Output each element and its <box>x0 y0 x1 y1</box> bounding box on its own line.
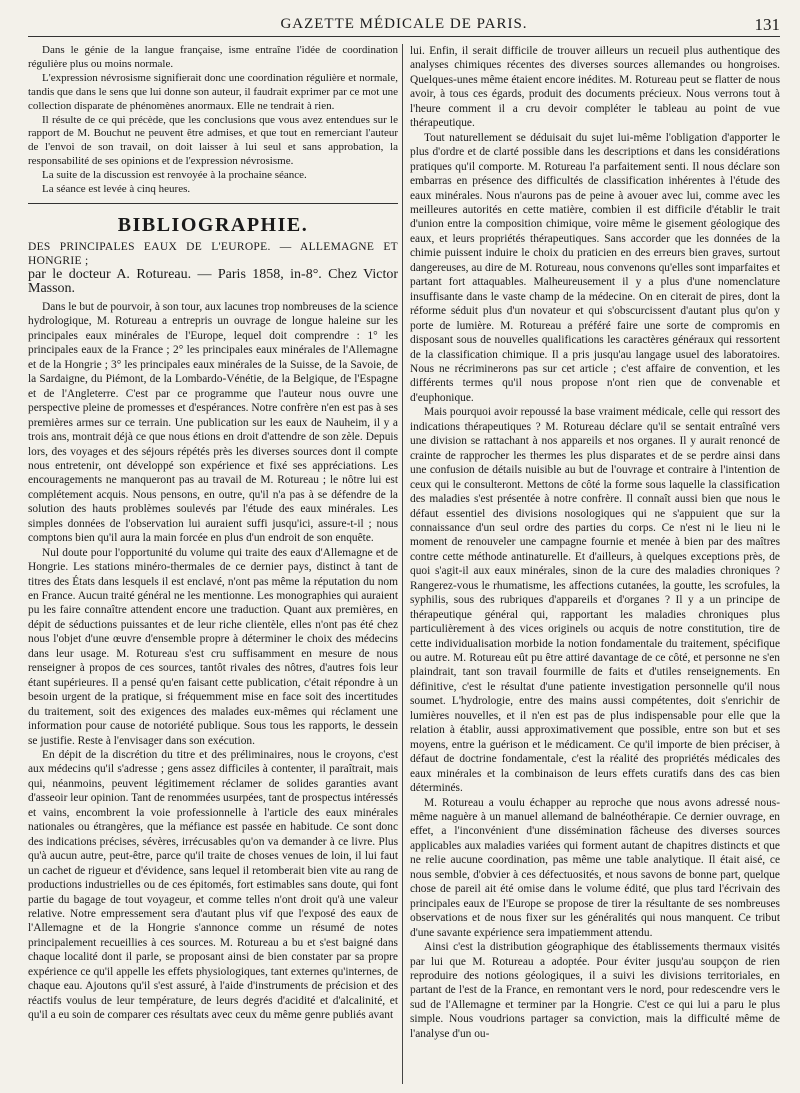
journal-title: GAZETTE MÉDICALE DE PARIS. <box>280 16 528 32</box>
paragraph: Tout naturellement se déduisait du sujet lui-même l'obligation d'apporter le plus d'ordre et de clarté possible dans les descriptions et dans les considérations pratiques qu'il comporte. M. Rotureau l'a parfaitement senti. Il nous déclare son embarras en présence des difficultés de classification inhérentes à l'étude des eaux minérales. Nous n'aurons pas de peine à avouer avec lui, comme avec les meilleures autorités en cette matière, combien il est difficile d'établir le trait d'union entre la composition chimique, voire même le gisement géologique des eaux, et leurs propriétés thérapeutiques. Sans accorder que les données de la chimie puissent induire le choix du praticien en des erreurs bien graves, surtout dangereuses, au dire de M. Rotureau, nous convenons qu'elles sont imparfaites et partant fort attaquables. Malheureusement il y a plus d'une nomenclature insuffisante dans le vaste champ de la médecine. On en citerait de pires, dont la réforme séduit plus d'un novateur et qui s'obscurcissent d'autant plus qu'on y porte de lumière. M. Rotureau a préféré faire une sorte de compromis en disposant sous de nouvelles qualifications les caractères généraux qui ressortent de la classification chimique. Il a pris jusqu'au langage usuel des laboratoires. Nous ne récriminerons pas sur cet article ; c'est affaire de convention, et les différents termes qu'il nous propose n'ont rien que de convenable et d'euphonique. <box>410 131 780 404</box>
paragraph: Ainsi c'est la distribution géographique des établissements thermaux visités par lui que M. Rotureau a adoptée. Pour éviter jusqu'au soupçon de rien reproduire des notions géologiques, il a suivi les divisions territoriales, en partant de l'est de la France, en remontant vers le nord, pour redescendre vers le sud de l'Allemagne et terminer par la Hongrie. C'est ce qui lui a paru le plus simple. Nous voudrions partager sa conviction, mais la difficulté même de l'analyse d'un ou- <box>410 941 780 1040</box>
section-title: BIBLIOGRAPHIE. <box>117 213 309 236</box>
paragraph: lui. Enfin, il serait difficile de trouver ailleurs un recueil plus authentique des analyses chimiques récentes des diverses sources allemandes ou hongroises. Quelques-unes même étaient encore inédites. M. Rotureau peut se flatter de nous avoir, à tous ces égards, produit des documents précieux. Nous verrons tout à l'heure comment il a cru devoir compléter le tableau au point de vue thérapeutique. <box>410 45 780 130</box>
section-divider <box>28 203 398 204</box>
paragraph: M. Rotureau a voulu échapper au reproche que nous avons adressé nous-même naguère à un manuel allemand de balnéothérapie. Ce dernier ouvrage, en effet, a l'inconvénient d'une dissémination fâcheuse des diverses sources applicables aux maladies variées qui forment autant de chapitres distincts et que ne relie aucune coordination, pas même une table analytique. Il était aisé, ce nous semble, d'obvier à ces défectuosités, et nous savons de bonne part, quelque chose de pareil ait été omise dans le volume édité, que plus tard l'écrivain des principales eaux de l'Europe se propose de tirer la résultante de ses nombreuses observations et de nous fixer sur les généralités qui nous manquent. Ce tribut d'une savante expérience sera impatiemment attendu. <box>410 796 780 939</box>
paragraph: La séance est levée à cinq heures. <box>42 183 191 196</box>
page-number: 131 <box>754 15 780 34</box>
left-column <box>28 44 398 1084</box>
paragraph: L'expression névrosisme signifierait donc une coordination régulière et normale, tandis que dans le sens que lui donne son auteur, il faudrait exprimer par ce mot une collection disparate de phénomènes anormaux. Elle ne tendrait à rien. <box>28 71 398 112</box>
column-rule <box>402 44 403 1084</box>
paragraph: Nul doute pour l'opportunité du volume qui traite des eaux d'Allemagne et de Hongrie. Les stations minéro-thermales de ce dernier pays, distinct à tant de titres des États dans lesquels il est enclavé, n'ont pas même la réputation du nom en France. Aucun traité général ne les mentionne. Les monographies qui auraient pu les faire connaître attendent encore une traduction. Quant aux premières, en dépit de séductions puissantes et de leur riche clientèle, elles n'ont pas été chez nous l'objet d'une œuvre d'ensemble propre à déterminer le choix des médecins dans leur usage. M. Rotureau s'est cru suffisamment en mesure de nous renseigner à propos de ces sources, tantôt rivales des nôtres, d'autres fois leur étant supérieures. Il a pensé qu'en faisant cette publication, c'était répondre à un besoin urgent de la pratique, si fréquemment mise en face soit des incertitudes du traitement, soit des exigences des malades eux-mêmes qui réclament une information pour cause de notoriété publique. Sous tous les rapports, le dessein se justifie. Reste à l'envisager dans son exécution. <box>28 546 398 747</box>
book-title: DES PRINCIPALES EAUX DE L'EUROPE. — ALLEMAGNE ET HONGRIE ; <box>28 240 398 267</box>
paragraph: En dépit de la discrétion du titre et des préliminaires, nous le croyons, c'est aux médecins qu'il s'adresse ; gens assez difficiles à contenter, il paraîtrait, mais qui, néanmoins, peuvent légitimement réclamer de solides garanties avant d'asseoir leur opinion. Tant de renommées usurpées, tant de prospectus intéressés et vains, encombrent la voie professionnelle à l'article des eaux minérales nationales ou étrangères, que la méfiance est passée en habitude. Ce sont donc des indications précises, sévères, irrécusables qu'on va demander à ce livre. Plus qu'à aucun autre, peut-être, parce qu'il traite de choses venues de loin, il lui faut un cachet de rigueur et d'évidence, sans lequel il retomberait bien vite au rang de productions industrielles ou de ces épitomés, fort estimables sans doute, qui font partie du bagage de tout voyageur, et comme telles n'ont droit qu'à une valeur relative. Notre empressement sera d'autant plus vif que l'exposé des eaux de l'Allemagne et de la Hongrie s'annonce comme un résumé de notes principalement recueillies à ces sources. M. Rotureau a bu et s'est baigné dans chaque localité dont il parle, se proposant ainsi de bien constater par sa propre expérience ce qu'il appelle les effets physiologiques, tant externes qu'internes, de chaque eau. Ajoutons qu'il s'est assuré, à l'aide d'instruments de précision et des réactifs voulus de leur température, de leurs degrés d'acidité et d'alcalinité, et qu'il a eu soin de comparer ces résultats avec ceux du même genre publiés avant <box>28 749 398 1022</box>
book-author-publisher: par le docteur A. Rotureau. — Paris 1858, in-8°. Chez Victor Masson. <box>28 266 398 296</box>
paragraph: Dans le but de pourvoir, à son tour, aux lacunes trop nombreuses de la science hydrologique, M. Rotureau a entrepris un ouvrage de longue haleine sur les principales eaux minérales de l'Europe, lequel doit comprendre : 1° les principales eaux de la France ; 2° les principales eaux minérales de l'Allemagne et de la Hongrie ; 3° les principales eaux minérales de la Suisse, de la Savoie, de la Sardaigne, du Piémont, de la Lombardo-Vénétie, de la Belgique, de l'Espagne et de l'Angleterre. C'est par ce programme que l'auteur nous ouvre une perspective pleine de promesses et d'espérances. Notre confrère n'en est pas à ses premières armes sur ce terrain. Une publication sur les eaux de Nauheim, il y a trois ans, montrait déjà ce que nous étions en droit d'attendre de son zèle. Depuis lors, des voyages et des séjours répétés près les diverses sources dont il compte nous entretenir, ont développé son expérience et fixé ses appréciations. Les encouragements ne manqueront pas au travail de M. Rotureau ; le nôtre lui est complétement acquis. Nous pensons, en outre, qu'il n'a pas à se défendre de la solution des hauts problèmes soulevés par l'étude des eaux minérales. Les simples données de l'observation lui auraient suffi jusqu'ici, assure-t-il ; nous comptons bien qu'il aura la main forcée en plus d'un endroit de son enquête. <box>28 300 398 545</box>
paragraph: Dans le génie de la langue française, isme entraîne l'idée de coordination régulière plus ou moins normale. <box>28 44 398 70</box>
paragraph: Il résulte de ce qui précède, que les conclusions que vous avez entendues sur le rapport de M. Bouchut ne peuvent être admises, et que tout en remerciant l'auteur de l'envoi de son travail, on doit laisser à lui seul et sans approbation, la responsabilité de ses opinions et de l'expression névrosisme. <box>28 113 398 168</box>
right-column <box>410 44 780 1084</box>
book-reference <box>28 240 398 296</box>
page-header <box>28 14 780 37</box>
paragraph: La suite de la discussion est renvoyée à la prochaine séance. <box>42 169 307 182</box>
paragraph: Mais pourquoi avoir repoussé la base vraiment médicale, celle qui ressort des indications thérapeutiques ? M. Rotureau déclare qu'il se sentait entraîné vers une division se rattachant à nos appareils et nos organes. Il y aurait renoncé de crainte de rapprocher les thermes les plus disparates et de se perdre ainsi dans une confusion de détails nuisible au but de l'ouvrage et contraire à l'intention de ceux qui le consulteront. Mettons de côté la forme sous laquelle la classification des maladies s'est présentée à notre confrère. Il connaît aussi bien que nous le défaut essentiel des divisions nosologiques qui ne s'appuient que sur la connaissance d'un seul ordre des parties du corps. Ce n'est ni le lieu ni le moment de renouveler une campagne fournie et menée à bien par des maîtres contre cette méthode antinaturelle. Et d'ailleurs, à quelques exceptions près, de quoi s'agit-il aux eaux minérales, sinon de la cure des maladies chroniques ? Rangerez-vous le rhumatisme, les affections cutanées, la goutte, les scrofules, la syphilis, sous des rubriques d'appareils et d'organes ? Il y a un principe de thérapeutique général qui, rapportant les maladies chroniques plus particulièrement à des vices originels ou acquis de notre constitution, tire de cette individualisation morbide la notion fondamentale du traitement, spécifique ou autre. M. Rotureau eût pu être attiré davantage de ce côté, et personne ne s'en plaindrait, tant son travail fourmille de faits et d'utiles renseignements. En définitive, c'est le résultat d'une patiente investigation personnelle qu'il nous soumet. L'hydrologie, entre des mains aussi compétentes, doit s'enrichir de lumières nouvelles, et il n'en est pas de plus indispensable pour elle que la relation à établir, aussi approximativement que possible, entre son but et ses moyens, entre la guérison et le médicament. Ce qu'il importe de bien préciser, à défaut de doctrine fondamentale, c'est la réalité des propriétés médicales des eaux minérales et la combinaison de leurs effets curatifs dans des cas bien déterminés. <box>410 406 780 795</box>
